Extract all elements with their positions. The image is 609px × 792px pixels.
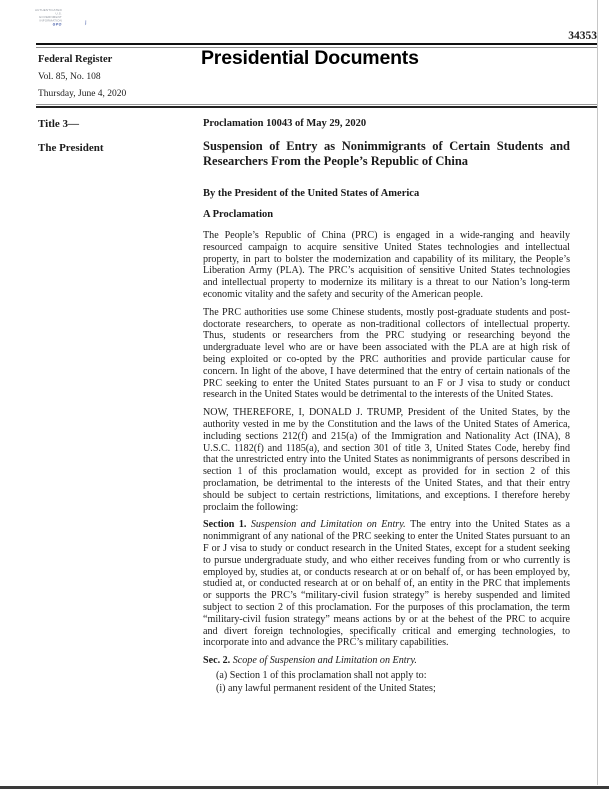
section-1-text: The entry into the United States as a nonimmigrant of any national of the PRC seeking to enter the United States pursuant to an F or J visa to study or conduct research in the United States, except for a student seeking to pursue undergraduate study, and who either receives funding from or who currently is employed by, studies at, or conducts research at or on behalf of, or has been employed by, studied at, or conducted research at or on behalf of, an entity in the PRC that implements or supports the PRC’s “military-civil fusion strategy” is hereby suspended and limited subject to section 2 of this proclamation. For the purposes of this proclamation, the term “military-civil fusion strategy” means actions by or at the behest of the PRC to acquire and divert foreign technologies, specifically critical and emerging technologies, to incorporate into and advance the PRC’s military capabilities. [203,519,570,649]
bottom-page-edge [0,786,609,789]
right-page-edge [597,0,598,785]
gpo-logo-gpo-label: GPO [52,23,62,27]
proclamation-body [203,118,570,696]
a-proclamation-heading: A Proclamation [203,209,274,220]
paragraph-prc-authorities: The PRC authorities use some Chinese students, mostly post-graduate students and post-doctorate researchers, to operate as non-traditional collectors of intellectual property. Thus, students or researchers from the PRC studying or researching beyond the undergraduate level who are or have been associated with the PLA are at high risk of being exploited or co-opted by the PRC authorities and provide particular cause for concern. In light of the above, I have determined that the entry of certain nationals of the PRC seeking to enter the United States pursuant to an F or J visa to study or conduct research in the United States would be detrimental to the interests of the United States. [203,306,570,401]
gpo-quill-swoosh-icon [83,9,87,37]
section-2-heading [203,655,570,667]
section-2-label: Sec. 2. [203,655,233,667]
masthead-left [38,54,126,106]
top-rule-thick [36,43,597,45]
byline: By the President of the United States of America [203,188,420,199]
gpo-logo-line: AUTHENTICATED [35,9,62,12]
masthead-rule-thick [36,106,597,108]
paragraph-now-therefore: NOW, THEREFORE, I, DONALD J. TRUMP, President of the United States, by the authority vested in me by the Constitution and the laws of the United States of America, including sections 212(f) and 215(a) of the Immigration and Nationality Act (INA), 8 U.S.C. 1182(f) and 1185(a), and section 301 of title 3, United States Code, hereby find that the unrestricted entry into the United States as nonimmigrants of persons described in section 1 of this proclamation would, except as provided for in section 2 of this proclamation, be detrimental to the interests of the United States, and that their entry should be subject to certain restrictions, limitations, and exceptions. I therefore hereby proclaim the following: [203,407,570,513]
paragraph-prc-campaign: The People’s Republic of China (PRC) is engaged in a wide-ranging and heavily resourced campaign to acquire sensitive United States technologies and intellectual property, in part to bolster the modernization and capability of its military, the People’s Liberation Army (PLA). The PRC’s acquisition of sensitive United States technologies and intellectual property to modernize its military is a threat to our Nation’s long-term economic vitality and the safety and security of the American people. [203,230,570,300]
gpo-logo-text [35,9,62,27]
proclamation-number-line: Proclamation 10043 of May 29, 2020 [203,118,367,129]
title-sidebar [38,118,203,696]
section-1-paragraph [203,519,570,649]
section-2-item-a: (a) Section 1 of this proclamation shall not apply to: [216,669,427,681]
title-3-label: Title 3— [38,118,80,130]
date-line: Thursday, June 4, 2020 [38,89,127,99]
page-number: 34353 [568,30,597,42]
gpo-logo-line: INFORMATION [39,19,62,23]
gpo-logo-line: U.S. GOVERNMENT [38,12,62,19]
journal-name: Federal Register [38,54,113,65]
the-president-label: The President [38,142,104,154]
presidential-documents-heading: Presidential Documents [201,47,419,69]
page-content [38,118,570,696]
section-2-italic-title: Scope of Suspension and Limitation on Entry. [232,655,417,667]
section-1-italic-title: Suspension and Limitation on Entry. [250,519,411,531]
masthead-rule [36,104,597,108]
gpo-authenticated-logo [35,9,87,39]
section-2-item-i: (i) any lawful permanent resident of the United States; [216,683,436,695]
proclamation-title: Suspension of Entry as Nonimmigrants of Certain Students and Researchers From the People’s Republic of China [203,139,570,168]
masthead-rule-thin [36,104,597,105]
section-1-label: Section 1. [203,519,251,531]
volume-line: Vol. 85, No. 108 [38,72,101,82]
